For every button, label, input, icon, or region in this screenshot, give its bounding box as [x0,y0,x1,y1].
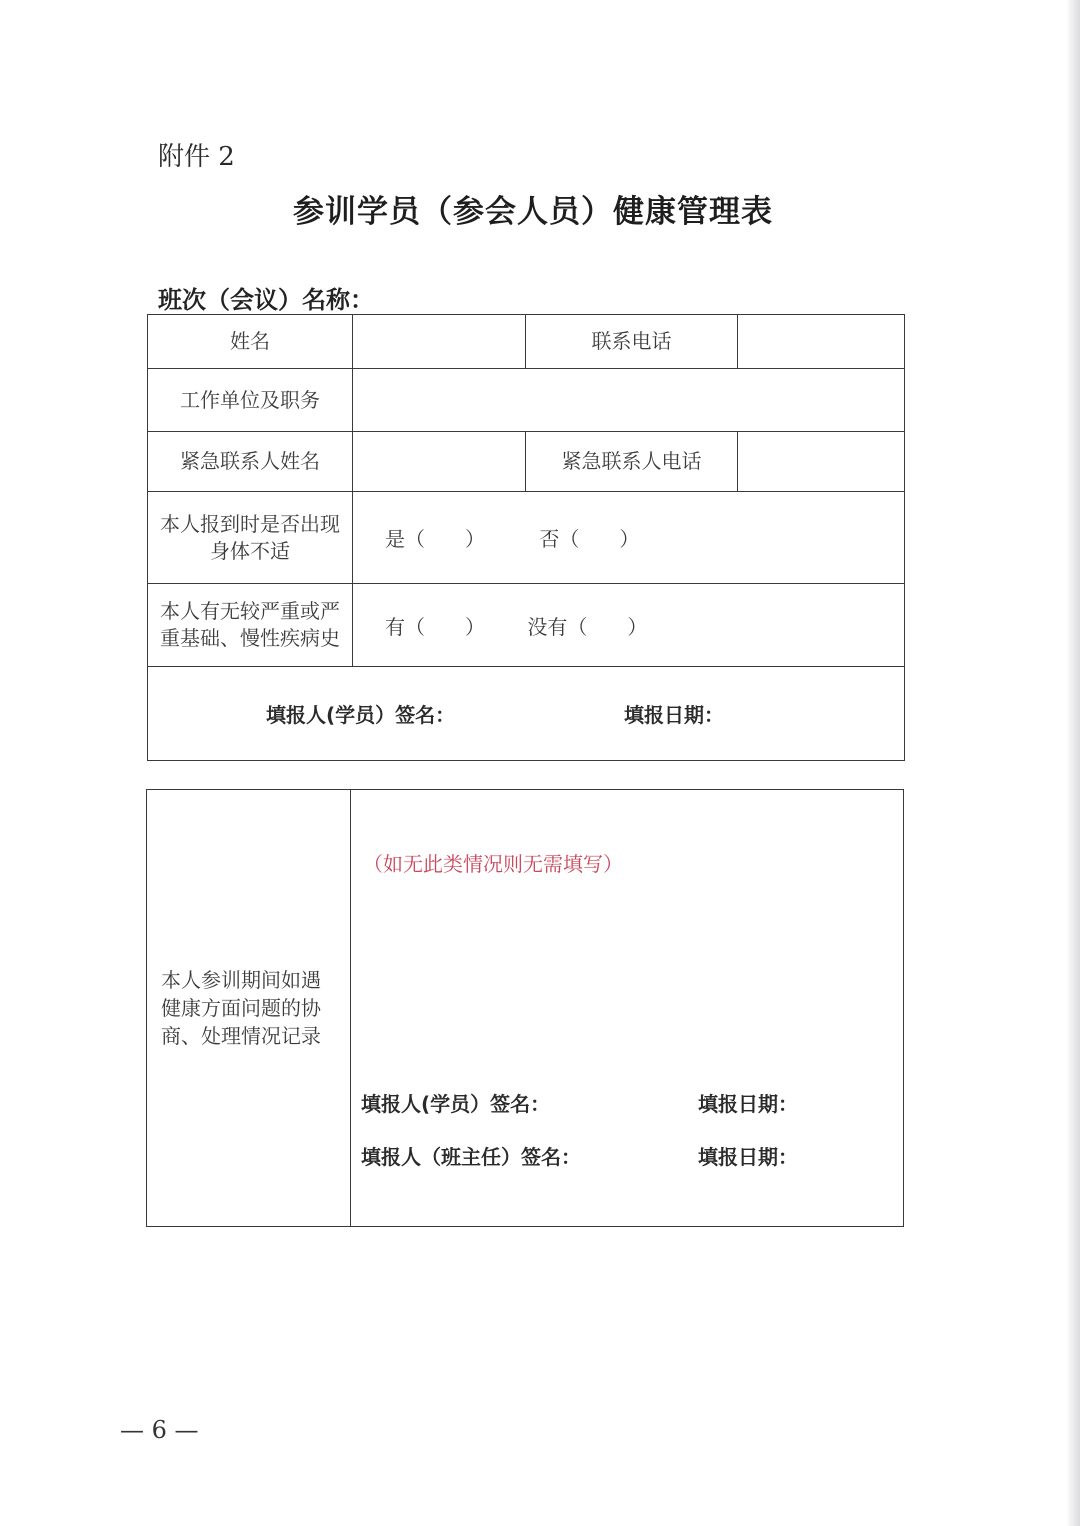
student-date-label: 填报日期： [698,1092,798,1116]
phone-field[interactable] [738,315,905,369]
unwell-label: 本人报到时是否出现身体不适 [148,492,353,584]
teacher-signer-label: 填报人（班主任）签名： [361,1145,581,1169]
page-edge [1066,0,1080,1526]
disease-history-label: 本人有无较严重或严重基础、慢性疾病史 [148,584,353,667]
unwell-yes-option[interactable]: 是（ ） [385,527,485,551]
work-unit-label: 工作单位及职务 [148,369,353,432]
name-field[interactable] [353,315,526,369]
record-label: 本人参训期间如遇健康方面问题的协商、处理情况记录 [147,790,351,1227]
emergency-name-field[interactable] [353,432,526,492]
signer-label: 填报人(学员）签名： [266,702,456,727]
signature-row [148,667,905,761]
emergency-phone-field[interactable] [738,432,905,492]
teacher-date-label: 填报日期： [698,1145,798,1169]
unwell-no-option[interactable]: 否（ ） [539,527,640,551]
date-label: 填报日期： [624,702,724,727]
record-field[interactable] [351,790,904,1227]
health-record-table [146,789,904,1227]
class-name-label: 班次（会议）名称： [158,286,374,314]
health-info-table [147,314,905,761]
unwell-options [353,492,905,584]
attachment-label: 附件 2 [158,142,235,172]
document-title: 参训学员（参会人员）健康管理表 [293,194,773,230]
emergency-name-label: 紧急联系人姓名 [148,432,353,492]
name-label: 姓名 [148,315,353,369]
optional-note: （如无此类情况则无需填写） [363,852,623,876]
student-signer-label: 填报人(学员）签名： [361,1092,551,1116]
disease-yes-option[interactable]: 有（ ） [385,614,485,639]
phone-label: 联系电话 [526,315,738,369]
work-unit-field[interactable] [353,369,905,432]
page-number: — 6 — [120,1416,199,1444]
disease-options [353,584,905,667]
disease-no-option[interactable]: 没有（ ） [527,614,648,639]
emergency-phone-label: 紧急联系人电话 [526,432,738,492]
